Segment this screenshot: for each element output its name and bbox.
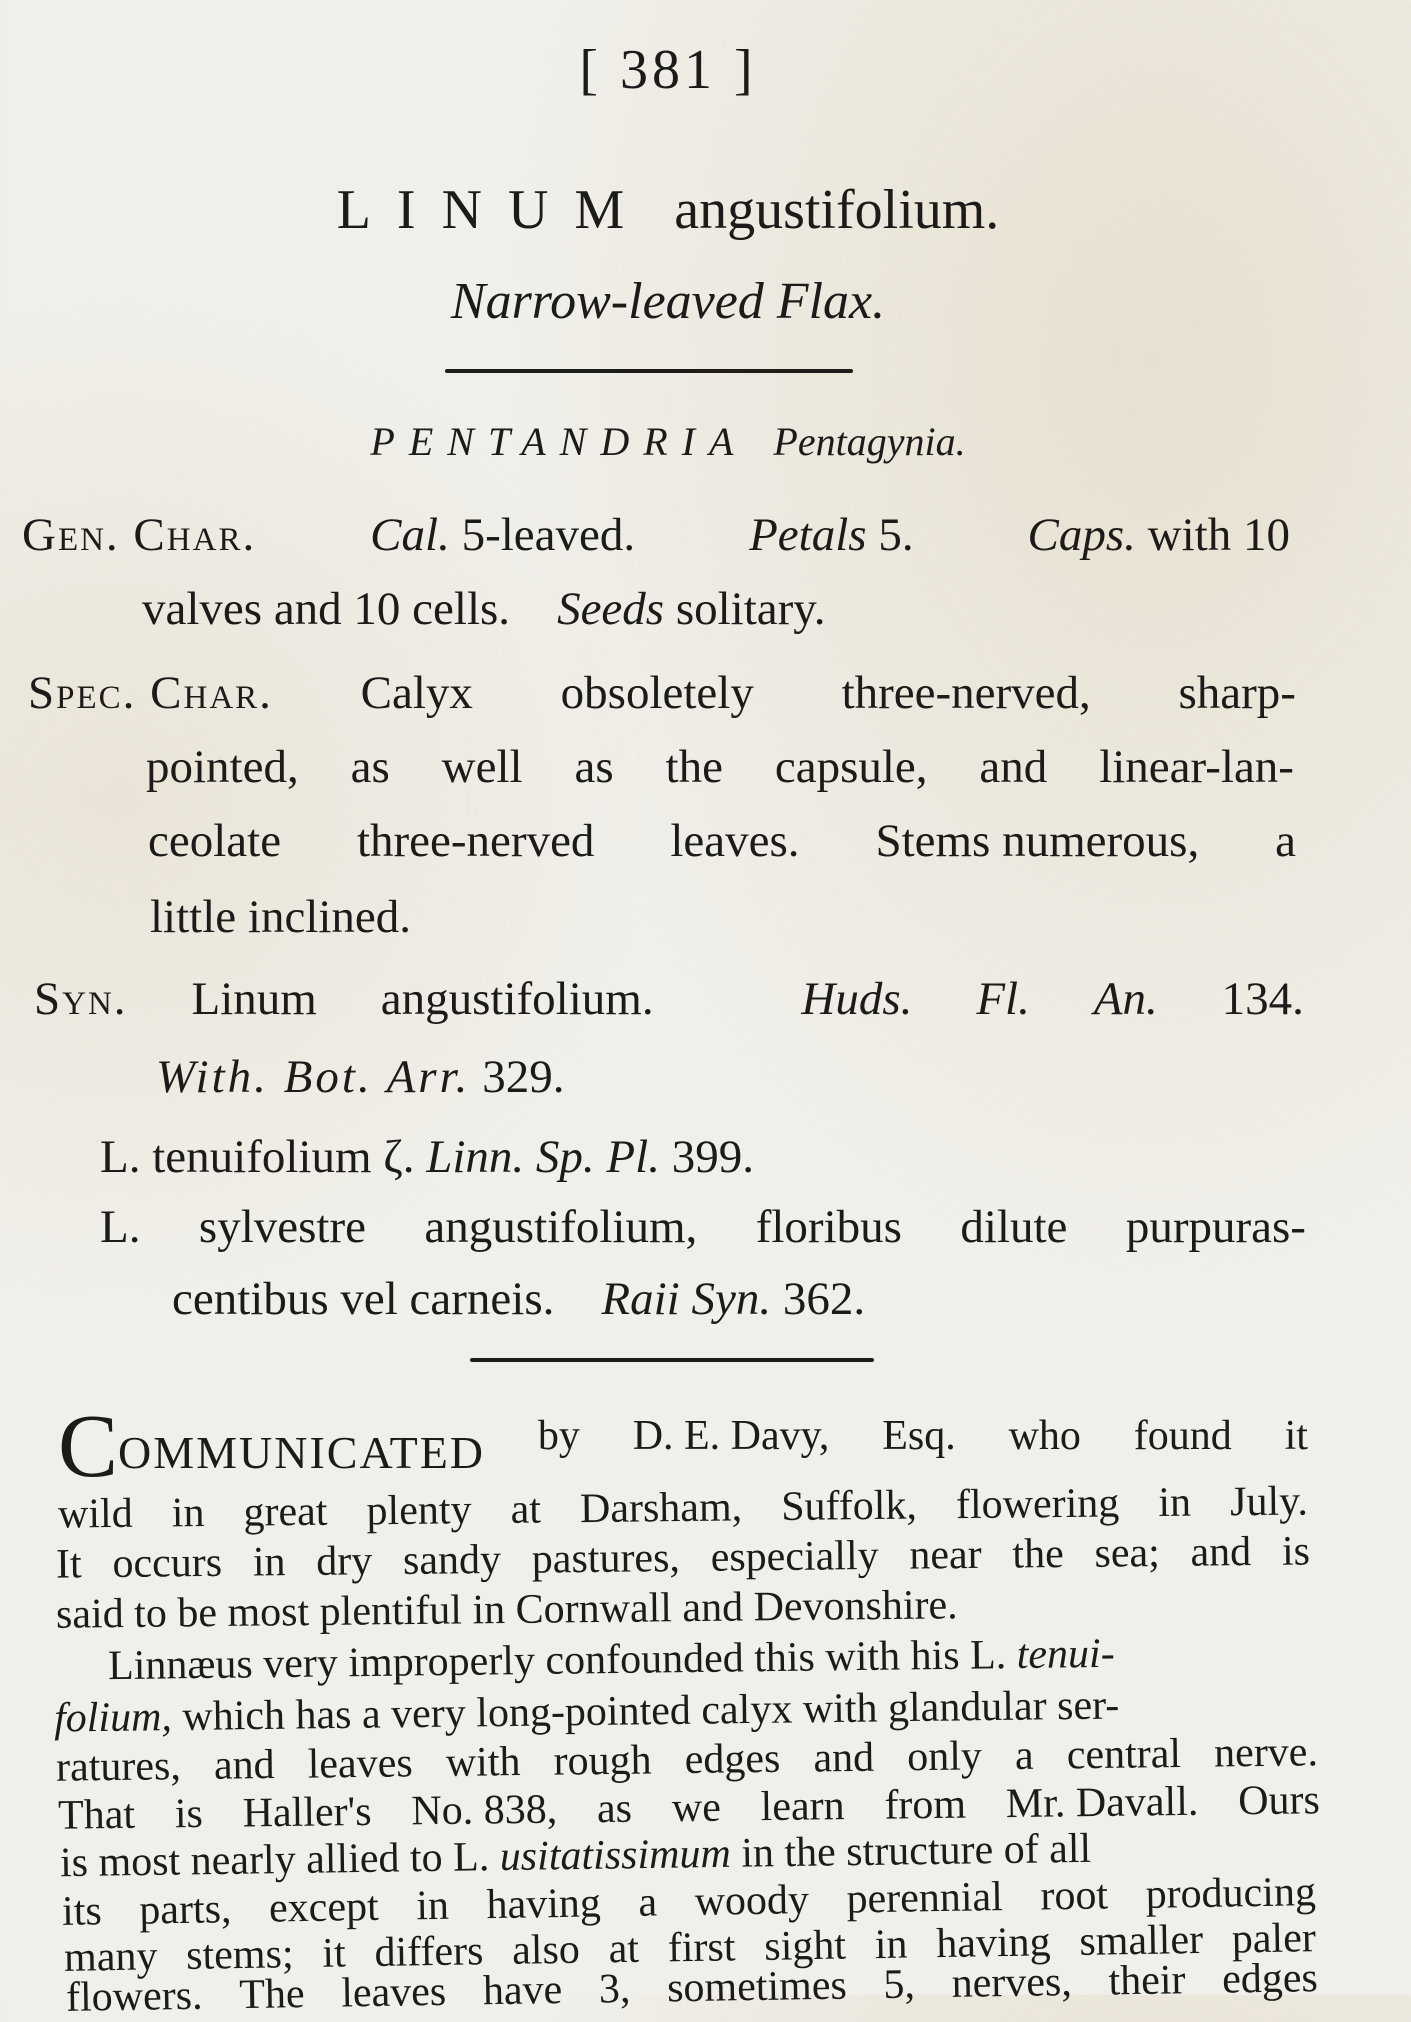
word: as xyxy=(574,741,614,793)
word: have xyxy=(482,1967,563,2015)
word: Linum xyxy=(191,973,317,1025)
word: stems; xyxy=(185,1931,294,1979)
word: their xyxy=(1108,1957,1186,2005)
word: and xyxy=(979,741,1048,793)
word: and xyxy=(813,1734,875,1782)
word: angustifolium. xyxy=(380,973,654,1025)
spec-char-label: Spec. Char. xyxy=(28,667,273,719)
word: sandy xyxy=(402,1536,502,1584)
class-name: PENTANDRIA xyxy=(370,419,748,464)
word: Mr. Davall. xyxy=(1005,1778,1199,1828)
body-caps: OMMUNICATED xyxy=(118,1427,486,1478)
syn-l1-num: 399. xyxy=(671,1131,754,1183)
word: pastures, xyxy=(531,1535,681,1583)
word: sometimes xyxy=(666,1962,848,2012)
syn-line-2 xyxy=(156,1050,564,1104)
syn-l1-text: tenuifolium ζ. xyxy=(152,1131,415,1183)
page-number: [ 381 ] xyxy=(579,39,757,101)
word: as xyxy=(350,741,390,793)
word: three-nerved xyxy=(356,815,595,867)
word: at xyxy=(608,1925,640,1973)
word: having xyxy=(486,1880,602,1929)
syn-l2-line2: centibus vel carneis. xyxy=(172,1273,555,1325)
gen-char-line2-text: valves and 10 cells. xyxy=(142,583,511,635)
spec-char-line-2 xyxy=(146,740,1294,794)
word: in xyxy=(171,1490,205,1537)
word: 134. xyxy=(1221,973,1304,1025)
syn-l2-num: 362. xyxy=(782,1273,866,1325)
common-name: Narrow-leaved Flax. xyxy=(450,273,886,330)
body-p1-line-1 xyxy=(58,1397,1308,1496)
word: floribus xyxy=(755,1201,902,1253)
syn-with-ref: With. Bot. Arr. xyxy=(156,1051,471,1103)
section-rule xyxy=(470,1358,874,1362)
word: great xyxy=(243,1488,328,1536)
word: sea; xyxy=(1094,1530,1161,1577)
spec-char-line-3 xyxy=(148,814,1296,868)
gen-char-cal: Cal. xyxy=(370,509,450,561)
word: edges xyxy=(1221,1955,1319,2003)
word: except xyxy=(268,1883,380,1932)
body-p2-line-1 xyxy=(108,1630,1115,1690)
word: Fl. xyxy=(976,973,1030,1025)
word: three-nerved, xyxy=(841,667,1091,719)
word: a xyxy=(638,1879,658,1926)
genus-name: LINUM xyxy=(336,179,651,241)
word: from xyxy=(884,1781,967,1829)
word: having xyxy=(935,1919,1051,1968)
word: wild xyxy=(57,1490,133,1538)
spec-char-line-4: little inclined. xyxy=(150,891,412,943)
word: leaves xyxy=(307,1740,413,1788)
word: well xyxy=(441,741,523,793)
gen-char-seeds: Seeds xyxy=(557,583,665,635)
gen-char-seeds-text: solitary. xyxy=(675,583,826,635)
word: in xyxy=(252,1539,286,1586)
word: July. xyxy=(1229,1478,1309,1526)
word: No. 838, xyxy=(411,1786,558,1835)
word: sharp- xyxy=(1178,667,1296,719)
word: Huds. xyxy=(801,973,913,1025)
word: sylvestre xyxy=(198,1201,366,1253)
gen-char-petals: Petals xyxy=(749,509,867,561)
word: Darsham, xyxy=(579,1484,743,1533)
word: capsule, xyxy=(774,741,928,793)
word: found xyxy=(1133,1413,1232,1459)
gen-char-line-2 xyxy=(142,582,826,636)
gen-char-petals-text: 5. xyxy=(878,509,914,561)
word: dry xyxy=(316,1538,373,1585)
spec-char-line-1 xyxy=(28,666,1296,720)
species-epithet: angustifolium. xyxy=(674,179,1000,241)
word: edges xyxy=(684,1735,781,1784)
syn-line-5 xyxy=(172,1272,865,1326)
syn-l1-ref: Linn. Sp. Pl. xyxy=(426,1131,660,1183)
word: Haller's xyxy=(242,1788,372,1837)
word: ceolate xyxy=(148,815,282,867)
word: by xyxy=(537,1413,580,1459)
word: it xyxy=(321,1930,347,1977)
word: pointed, xyxy=(146,741,299,793)
word: also xyxy=(511,1926,581,1974)
word: is xyxy=(174,1790,204,1838)
body-p1-line-4: said to be most plentiful in Cornwall and Devonshire. xyxy=(55,1582,958,1638)
syn-line-4 xyxy=(100,1200,1306,1254)
gen-char-line-1 xyxy=(22,508,1290,562)
word: 5, xyxy=(883,1961,916,2008)
classification xyxy=(0,418,1336,465)
body-p2-line1-text: Linnæus very improperly confounded this with his L. xyxy=(107,1632,1007,1690)
syn-l1-l: L. xyxy=(100,1131,141,1183)
word: a xyxy=(1014,1732,1034,1779)
word: learn xyxy=(760,1783,845,1831)
word: central xyxy=(1066,1730,1182,1779)
syn-line-3 xyxy=(100,1130,754,1184)
word: in xyxy=(1158,1479,1192,1527)
order-name: Pentagynia. xyxy=(773,419,966,464)
word: paler xyxy=(1231,1915,1317,1963)
word: leaves xyxy=(340,1968,447,2017)
word: obsoletely xyxy=(560,667,754,719)
word: and xyxy=(213,1742,275,1789)
word: occurs xyxy=(112,1539,223,1587)
body-p2-line2-text: which has a very long-pointed calyx with glandular ser- xyxy=(182,1682,1120,1740)
word: flowers. xyxy=(65,1972,203,2021)
word: ratures, xyxy=(55,1743,182,1791)
word: linear-lan- xyxy=(1099,741,1294,793)
word: angustifolium, xyxy=(424,1201,698,1253)
word: its xyxy=(61,1888,103,1935)
word: parts, xyxy=(138,1886,232,1934)
word: in xyxy=(415,1882,450,1930)
gen-char-caps: Caps. xyxy=(1027,509,1136,561)
word: only xyxy=(906,1733,983,1781)
word: rough xyxy=(553,1737,652,1785)
word: nerve. xyxy=(1213,1729,1319,1777)
gen-char-label: Gen. Char. xyxy=(22,509,257,561)
word: Calyx xyxy=(360,667,473,719)
word: as xyxy=(596,1785,633,1833)
word: in xyxy=(874,1921,908,1969)
word: Stems numerous, xyxy=(875,815,1200,867)
word: 3, xyxy=(598,1965,631,2013)
title-rule xyxy=(445,369,853,373)
word: many xyxy=(63,1933,158,1981)
word: producing xyxy=(1145,1869,1317,1918)
word: The xyxy=(238,1971,305,2019)
body-p2-line5-italic: usitatissimum xyxy=(499,1830,732,1881)
word: flowering xyxy=(955,1480,1120,1529)
word: It xyxy=(55,1541,82,1588)
word: at xyxy=(510,1486,542,1533)
gen-char-cal-text: 5-leaved. xyxy=(461,509,636,561)
word: first xyxy=(667,1924,736,1972)
body-p2-line2-italic: folium, xyxy=(53,1694,173,1742)
word: who xyxy=(1008,1413,1081,1459)
word: An. xyxy=(1093,973,1158,1025)
word: near xyxy=(909,1531,982,1579)
species-title xyxy=(0,178,1336,242)
word: sight xyxy=(763,1922,847,1970)
word: and xyxy=(1190,1529,1252,1576)
word: purpuras- xyxy=(1125,1201,1306,1253)
word: it xyxy=(1284,1413,1308,1459)
word: That xyxy=(57,1791,136,1839)
word: Suffolk, xyxy=(780,1482,918,1530)
syn-with-num: 329. xyxy=(482,1051,565,1103)
word: dilute xyxy=(960,1201,1068,1253)
drop-cap: C xyxy=(58,1397,119,1496)
word: the xyxy=(1012,1531,1064,1578)
syn-l2-ref: Raii Syn. xyxy=(601,1273,772,1325)
syn-l2-l: L. xyxy=(100,1201,141,1253)
body-p2-line5-b: in the structure of all xyxy=(740,1825,1092,1877)
word: the xyxy=(665,741,723,793)
word: is xyxy=(1281,1528,1311,1575)
word: especially xyxy=(710,1532,879,1581)
word: smaller xyxy=(1079,1916,1204,1965)
gen-char-caps-text: with 10 xyxy=(1147,509,1290,561)
word: we xyxy=(671,1784,722,1832)
word: differs xyxy=(374,1928,484,1976)
word: with xyxy=(445,1739,521,1786)
word: leaves. xyxy=(670,815,800,867)
word: woody xyxy=(694,1877,810,1925)
word: root xyxy=(1040,1872,1109,1920)
body-p2-line5-a: is most nearly allied to L. xyxy=(59,1834,490,1887)
word: perennial xyxy=(846,1874,1004,1923)
word: Esq. xyxy=(882,1413,956,1459)
word: a xyxy=(1275,815,1296,867)
syn-label: Syn. xyxy=(34,973,128,1025)
word: D. E. Davy, xyxy=(632,1413,830,1459)
word: Ours xyxy=(1237,1777,1321,1825)
word: nerves, xyxy=(951,1959,1073,2007)
body-p2-line1-italic: tenui- xyxy=(1016,1630,1115,1679)
word: plenty xyxy=(366,1487,472,1535)
syn-line-1 xyxy=(34,972,1304,1026)
